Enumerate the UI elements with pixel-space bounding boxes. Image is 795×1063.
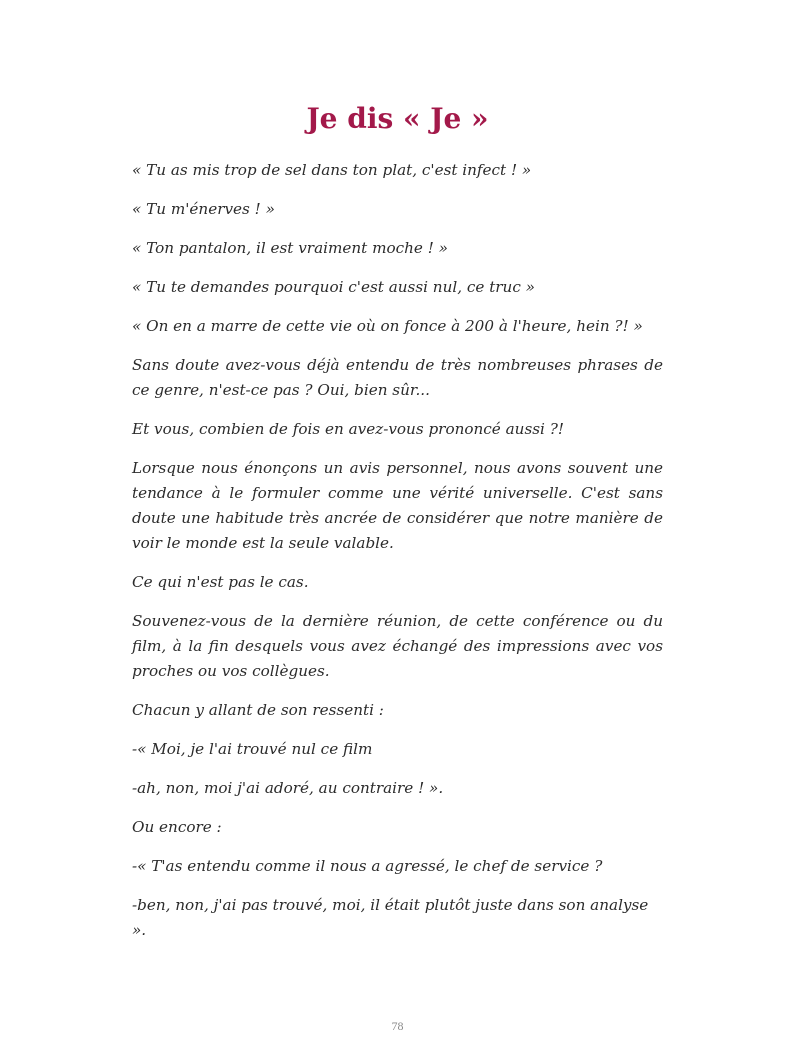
paragraph-9: Ce qui n'est pas le cas. — [132, 573, 309, 591]
paragraph-12: -« Moi, je l'ai trouvé nul ce film — [132, 740, 373, 758]
paragraph-1: « Tu as mis trop de sel dans ton plat, c'est infect ! » — [132, 161, 532, 179]
paragraph-13: -ah, non, moi j'ai adoré, au contraire ! ». — [132, 779, 444, 797]
chapter-title: Je dis « Je » — [306, 102, 489, 135]
paragraph-3: « Ton pantalon, il est vraiment moche ! » — [132, 239, 448, 257]
page-number: 78 — [391, 1019, 404, 1033]
paragraph-6: Sans doute avez-vous déjà entendu de très nombreuses phrases de ce genre, n'est-ce pas ? Oui, bien sûr... — [132, 356, 663, 399]
paragraph-2: « Tu m'énerves ! » — [132, 200, 275, 218]
paragraph-11: Chacun y allant de son ressenti : — [132, 701, 384, 719]
paragraph-8: Lorsque nous énonçons un avis personnel, nous avons souvent une tendance à le formuler comme une vérité universelle. C'est sans doute une habitude très ancrée de considérer que notre manière de voir le monde est la seule valable. — [132, 459, 663, 552]
paragraph-14: Ou encore : — [132, 818, 222, 836]
paragraph-4: « Tu te demandes pourquoi c'est aussi nul, ce truc » — [132, 278, 535, 296]
paragraph-15: -« T'as entendu comme il nous a agressé, le chef de service ? — [132, 857, 603, 875]
paragraph-5: « On en a marre de cette vie où on fonce à 200 à l'heure, hein ?! » — [132, 317, 643, 335]
paragraph-16: -ben, non, j'ai pas trouvé, moi, il était plutôt juste dans son analyse ». — [132, 896, 649, 939]
chapter-body — [132, 158, 663, 957]
paragraph-7: Et vous, combien de fois en avez-vous prononcé aussi ?! — [132, 420, 564, 438]
paragraph-10: Souvenez-vous de la dernière réunion, de cette conférence ou du film, à la fin desquels vous avez échangé des impressions avec vos proches ou vos collègues. — [132, 612, 663, 680]
